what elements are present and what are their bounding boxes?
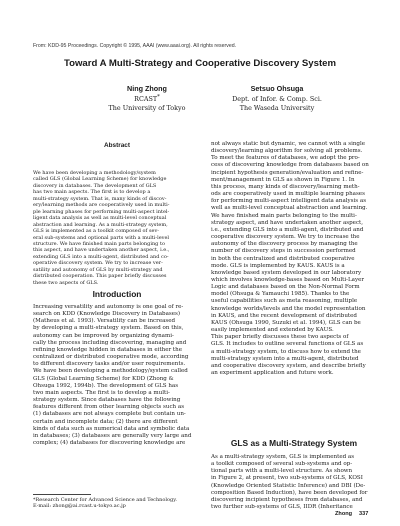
footnote-divider xyxy=(33,494,91,495)
body-line: strategy aspect, and have undertaken another aspect, xyxy=(211,219,364,226)
body-line: This paper briefly discusses these two aspects of xyxy=(211,334,349,341)
proceedings-header: From: KDD-95 Proceedings. Copyright © 1995, AAAI (www.aaai.org). All rights reserved. xyxy=(33,43,237,49)
body-line: knowledge based system developed in our laboratory xyxy=(211,269,362,276)
body-line: GLS. It includes to outline several functions of GLS as xyxy=(211,341,364,348)
introduction-heading: Introduction xyxy=(92,289,142,299)
body-line: for performing multi-aspect intelligent data analysis as xyxy=(211,198,367,205)
body-line: ment/management in GLS as shown in Figure 1. In xyxy=(211,176,355,183)
abstract-line: operative discovery system. We try to increase ver- xyxy=(33,260,163,267)
author-affiliation: Dept. of Infor. & Comp. Sci. xyxy=(232,95,322,104)
body-line: by developing a multi-strategy system. Based on this, xyxy=(33,325,184,332)
paper-title: Toward A Multi-Strategy and Cooperative Discovery System xyxy=(63,58,337,69)
body-line: autonomy can be improved by organizing dynami- xyxy=(33,332,174,339)
abstract-line: ligent data analysis as well as multi-level conceptual xyxy=(33,215,167,222)
body-line: useful capabilities such as meta reasoning, multiple xyxy=(211,298,358,305)
body-line: We have been developing a methodology/system called xyxy=(33,368,188,375)
abstract-line: distributed cooperation. This paper briefly discusses xyxy=(33,273,167,280)
body-line: in databases; (3) databases are generally very large and xyxy=(33,432,192,439)
body-line: number of discovery steps in succession performed xyxy=(211,248,356,255)
footnote-mark: * xyxy=(157,94,160,101)
body-line: discovery/learning algorithm for solving all problems. xyxy=(211,148,363,155)
body-line: ods are cooperatively used in multiple learning phases xyxy=(211,191,365,198)
body-line: two main aspects. The first is to develop a multi- xyxy=(33,389,170,396)
gls-section-heading: GLS as a Multi-Strategy System xyxy=(230,438,358,448)
body-line: and cooperative discovery system, and describe briefly xyxy=(211,362,366,369)
author-block xyxy=(222,85,332,112)
body-line: an experiment application and future work. xyxy=(211,370,334,376)
abstract-line: multi-strategy system. That is, many kinds of discov- xyxy=(33,195,167,202)
body-line: (Knowledge Oriented Statistic Inference) and DBI (De- xyxy=(211,482,366,489)
body-line: i.e., extending GLS into a multi-agent, distributed and xyxy=(211,226,364,233)
body-line: to different discovery tasks and/or user requirements. xyxy=(33,361,186,368)
abstract-line: eral sub-systems and optional parts with a multi-level xyxy=(33,234,170,241)
body-line: this process, many kinds of discovery/learning meth- xyxy=(211,183,360,190)
body-line: incipient hypothesis generation/evaluation and refine- xyxy=(211,169,364,176)
body-line: We have finished main parts belonging to the multi- xyxy=(211,212,357,219)
right-column-body xyxy=(211,141,377,377)
author-institution: The Waseda University xyxy=(239,103,315,112)
body-line: complex; (4) databases for discovering knowledge are xyxy=(33,439,186,446)
body-line: discovering incipient hypotheses from databases, and xyxy=(211,496,363,503)
body-line: strategy system. Since databases have the following xyxy=(33,397,181,404)
abstract-line: satility and autonomy of GLS by multi-strategy and xyxy=(33,266,163,273)
abstract-line: called GLS (Global Learning Scheme) for knowledge xyxy=(33,176,167,183)
body-line: To meet the features of databases, we adopt the pro- xyxy=(211,155,360,162)
body-line: composition Based Induction), have been developed for xyxy=(211,489,368,496)
body-line: autonomy of the discovery process by managing the xyxy=(211,241,358,248)
body-line: multi-strategy system into a multi-agent, distributed xyxy=(211,355,359,362)
footnote-line: *Research Center for Advanced Science and Technology. xyxy=(33,497,177,503)
body-line: which involves knowledge-bases based on Multi-Layer xyxy=(211,276,365,283)
abstract-line: this aspect, and have undertaken another aspect, i.e., xyxy=(33,247,170,254)
body-line: As a multi-strategy system, GLS is implemented as xyxy=(211,454,355,460)
running-footer-author: Zhong xyxy=(335,511,353,517)
body-line: cooperative discovery system. We try to increase the xyxy=(211,234,360,241)
body-line: well as multi-level conceptual abstraction and learning. xyxy=(211,205,368,212)
body-line: GLS (Global Learning Scheme) for KDD (Zhong & xyxy=(33,375,174,382)
body-line: centralized or distributed cooperative mode, according xyxy=(33,354,189,361)
abstract-heading: Abstract xyxy=(104,142,130,149)
body-line: tional parts with a multi-level structure. As shown xyxy=(211,468,353,475)
body-line: KAUS (Ohsuga 1990, Suzuki et al. 1994), GLS can be xyxy=(211,319,361,326)
abstract-line: these two aspects of GLS. xyxy=(33,279,99,286)
abstract-line: We have been developing a methodology/system xyxy=(33,170,156,176)
abstract-line: abstraction and learning. As a multi-strategy system, xyxy=(33,221,168,228)
introduction-body xyxy=(33,304,201,447)
body-line: not always static but dynamic, we cannot with a single xyxy=(211,141,366,147)
body-line: refining knowledge hidden in databases in either the xyxy=(33,346,183,353)
body-line: Increasing versatility and autonomy is one goal of re- xyxy=(33,304,184,310)
author-block xyxy=(92,85,202,112)
abstract-line: discovery in databases. The development of GLS xyxy=(33,182,157,189)
body-line: a toolkit composed of several sub-systems and op- xyxy=(211,461,353,468)
body-line: knowledge worlds/levels and the model representation xyxy=(211,305,366,312)
abstract-line: GLS is implemented as a toolkit composed of sev- xyxy=(33,228,159,235)
body-line: in KAUS, and the recent development of distributed xyxy=(211,312,357,319)
body-line: cess of discovering knowledge from databases based on xyxy=(211,162,369,169)
abstract-line: structure. We have finished main parts belonging to xyxy=(33,240,165,247)
body-line: Logic and databases based on the Non-Normal Form xyxy=(211,284,360,291)
footnote xyxy=(33,497,177,510)
body-line: easily implemented and extended by KAUS. xyxy=(211,327,334,334)
body-line: model (Ohsuga & Yamauchi 1985). Thanks to the xyxy=(211,291,350,298)
body-line: search on KDD (Knowledge Discovery in Databases) xyxy=(33,311,181,318)
page-number: 337 xyxy=(359,511,369,517)
body-line: Ohsuga 1992, 1994b). The development of GLS has xyxy=(33,382,179,389)
body-line: in Figure 2, at present, two sub-systems of GLS, KOSI xyxy=(211,475,363,482)
body-line: a multi-strategy system, to discuss how to extend the xyxy=(211,348,361,355)
abstract-body xyxy=(33,170,201,286)
body-line: (Matheus et al. 1993). Versatility can be increased xyxy=(33,318,176,325)
author-name: Setsuo Ohsuga xyxy=(250,84,304,93)
abstract-line: ery/learning methods are cooperatively used in multi- xyxy=(33,202,170,209)
body-line: mode. GLS is implemented by KAUS. KAUS is a xyxy=(211,262,345,269)
body-line: certain and incomplete data; (2) there are different xyxy=(33,418,178,425)
body-line: (1) databases are not always complete but contain un- xyxy=(33,411,186,418)
body-line: in both the centralized and distributed cooperative xyxy=(211,255,355,262)
footnote-line: E-mail: zhong@ai.rcast.u-tokyo.ac.jp xyxy=(33,503,126,510)
author-name: Ning Zhong xyxy=(127,84,167,93)
abstract-line: has two main aspects. The first is to develop a xyxy=(33,189,151,196)
body-line: two further sub-systems of GLS, IIDR (Inheritance xyxy=(211,504,353,511)
author-institution: The University of Tokyo xyxy=(108,103,186,112)
gls-section-body xyxy=(211,454,377,511)
abstract-line: extending GLS into a multi-agent, distributed and co- xyxy=(33,253,169,260)
body-line: features different from other learning objects such as xyxy=(33,404,185,411)
abstract-line: ple learning phases for performing multi-aspect intel- xyxy=(33,208,170,215)
author-affiliation: RCAST* xyxy=(134,94,160,104)
body-line: cally the process including discovering, managing and xyxy=(33,339,187,346)
body-line: kinds of data such as numerical data and symbolic data xyxy=(33,425,190,432)
